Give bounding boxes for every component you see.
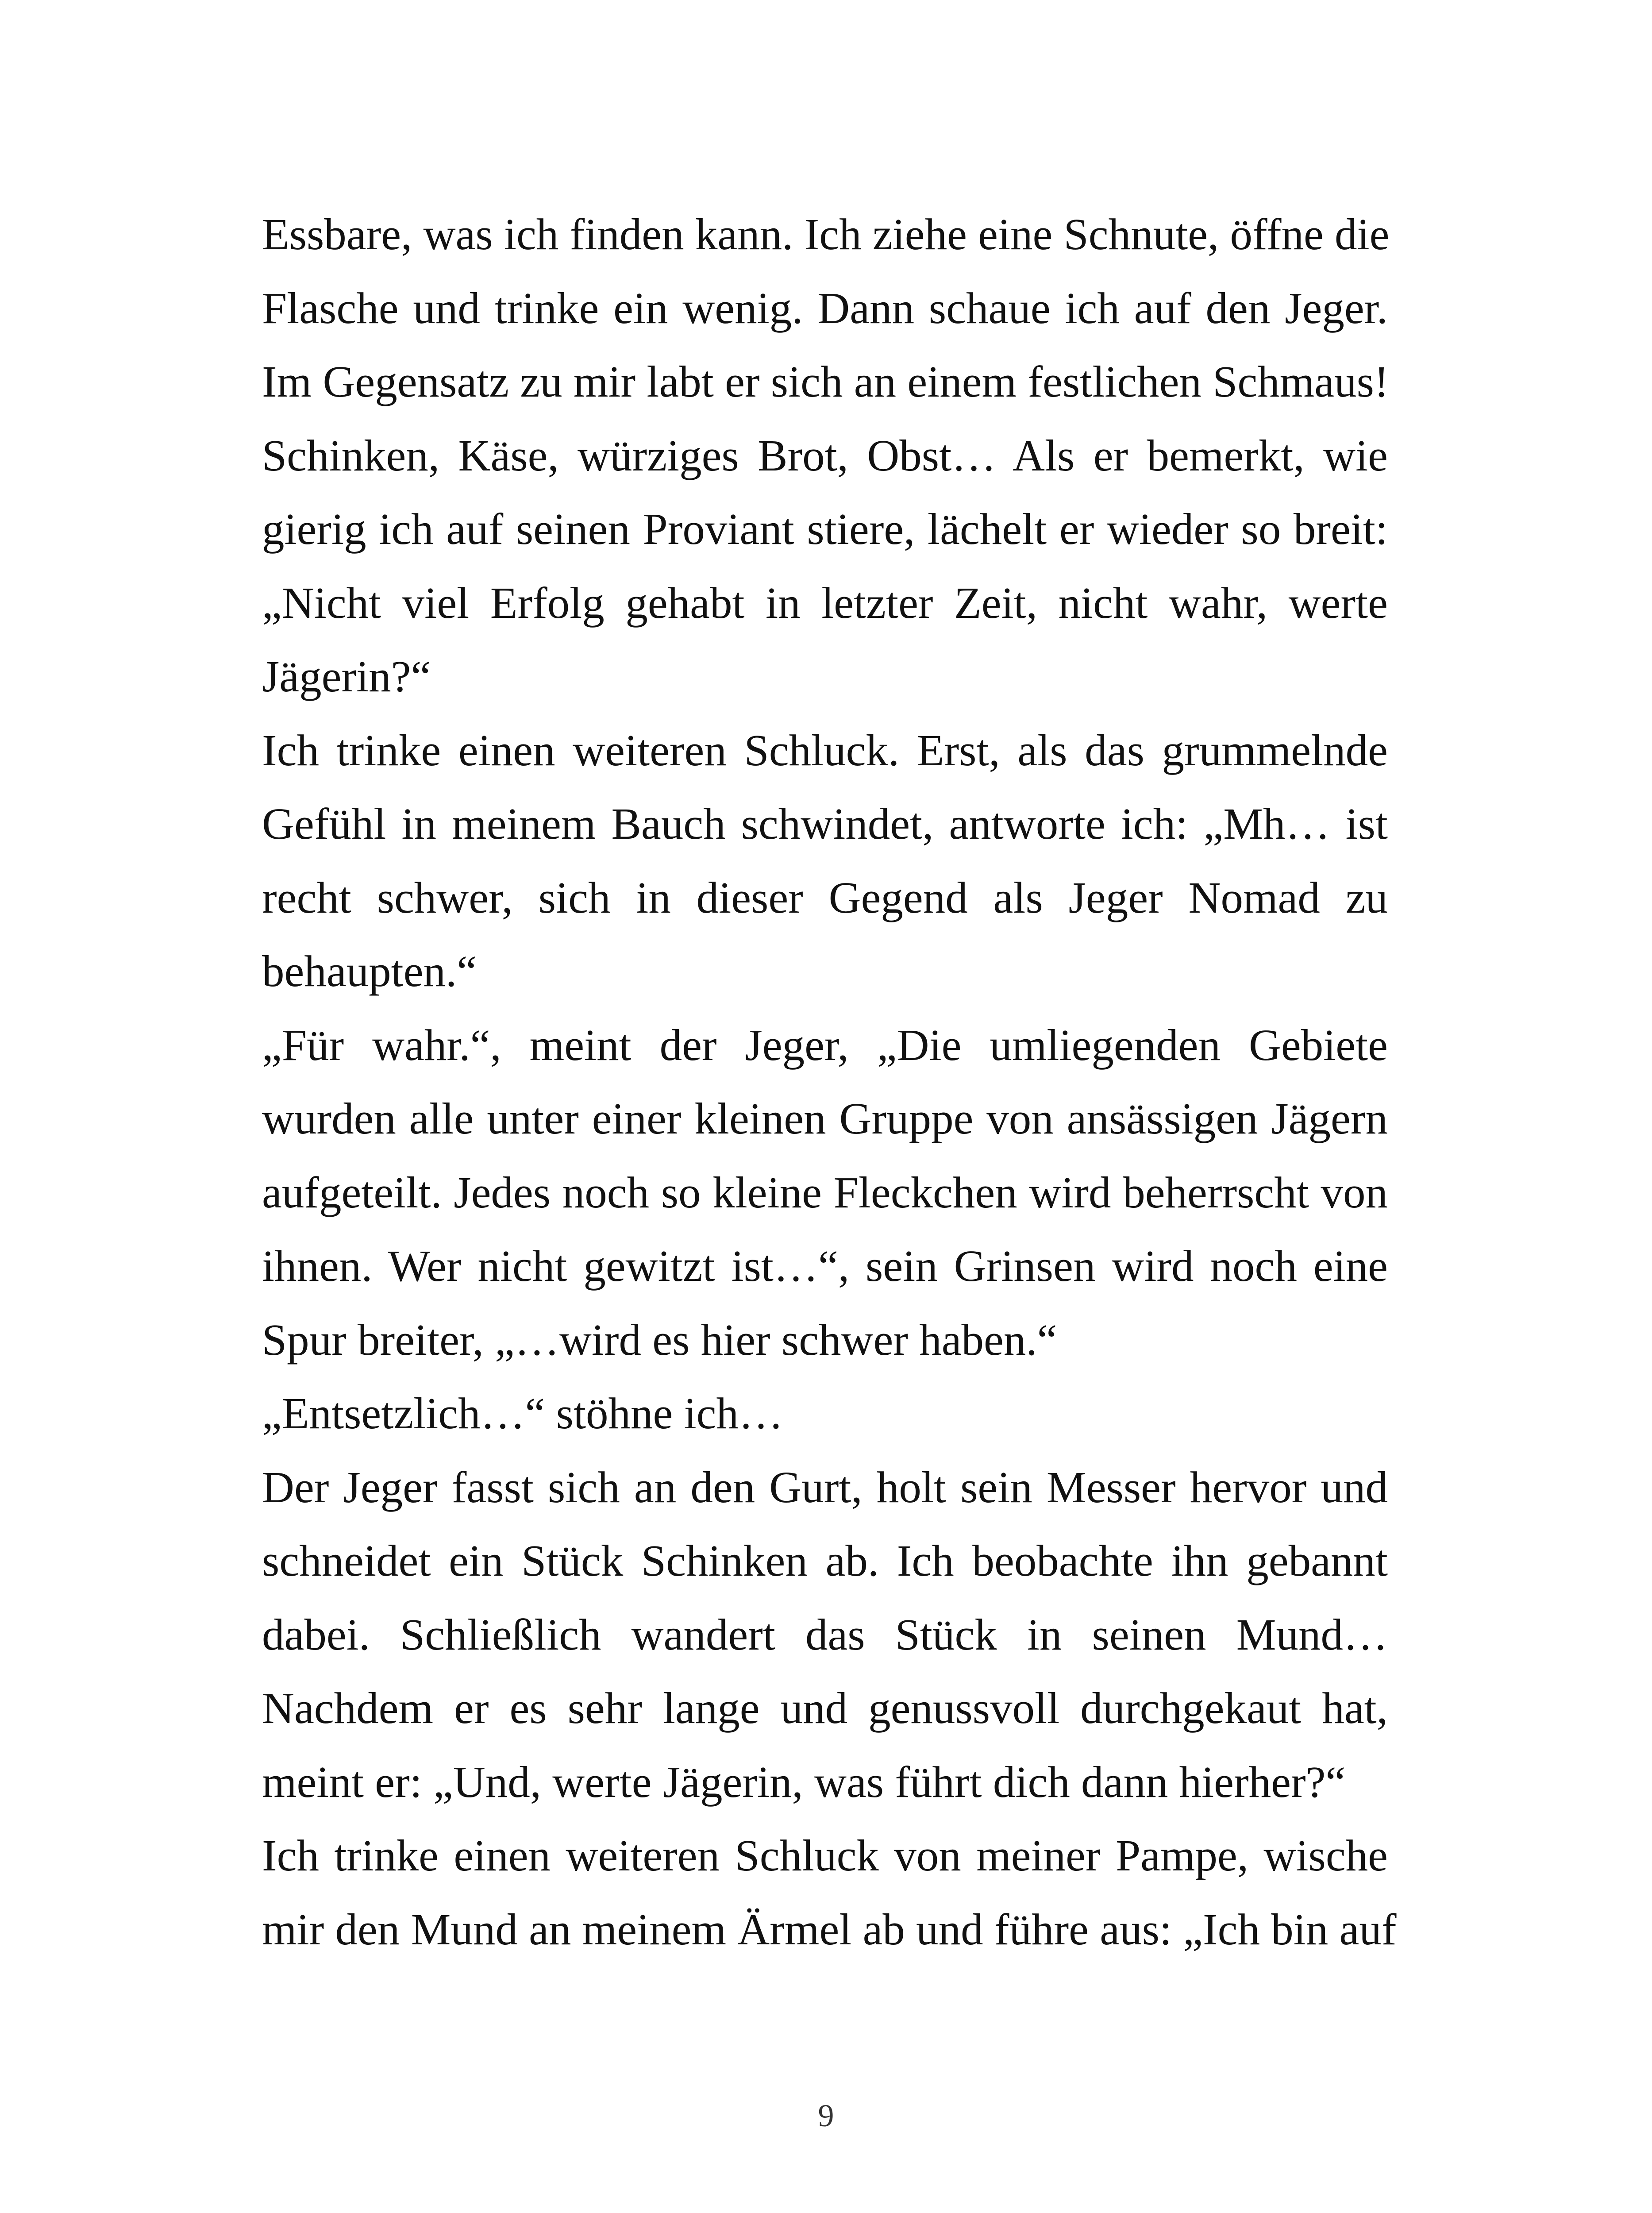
text-line: Jägerin?“ (262, 652, 431, 701)
body-text (262, 197, 1397, 1966)
text-line: Spur breiter, „…wird es hier schwer haben.“ (262, 1315, 1057, 1365)
text-line: wurden alle unter einer kleinen Gruppe von ansässigen Jägern (262, 1094, 1388, 1143)
text-line: Ich trinke einen weiteren Schluck von meiner Pampe, wische (262, 1831, 1388, 1880)
text-line: mir den Mund an meinem Ärmel ab und führe aus: „Ich bin auf (262, 1904, 1397, 1954)
text-line: gierig ich auf seinen Proviant stiere, lächelt er wieder so breit: (262, 504, 1388, 554)
text-line: Gefühl in meinem Bauch schwindet, antworte ich: „Mh… ist (262, 799, 1388, 848)
text-line: behaupten.“ (262, 946, 477, 996)
text-line: „Nicht viel Erfolg gehabt in letzter Zeit, nicht wahr, werte (262, 578, 1388, 628)
page-number: 9 (818, 2098, 834, 2133)
text-line: ihnen. Wer nicht gewitzt ist…“, sein Grinsen wird noch eine (262, 1241, 1388, 1291)
text-line: „Für wahr.“, meint der Jeger, „Die umliegenden Gebiete (262, 1020, 1388, 1070)
text-line: Essbare, was ich finden kann. Ich ziehe eine Schnute, öffne die (262, 209, 1390, 259)
text-line: Flasche und trinke ein wenig. Dann schaue ich auf den Jeger. (262, 283, 1388, 333)
text-line: aufgeteilt. Jedes noch so kleine Fleckchen wird beherrscht von (262, 1167, 1388, 1217)
text-line: „Entsetzlich…“ stöhne ich… (262, 1388, 783, 1438)
text-line: Im Gegensatz zu mir labt er sich an einem festlichen Schmaus! (262, 357, 1389, 406)
text-line: Nachdem er es sehr lange und genussvoll durchgekaut hat, (262, 1683, 1388, 1733)
text-line: schneidet ein Stück Schinken ab. Ich beobachte ihn gebannt (262, 1536, 1388, 1585)
text-line: Ich trinke einen weiteren Schluck. Erst, als das grummelnde (262, 725, 1388, 775)
text-line: recht schwer, sich in dieser Gegend als Jeger Nomad zu (262, 872, 1388, 922)
text-line: meint er: „Und, werte Jägerin, was führt dich dann hierher?“ (262, 1757, 1346, 1807)
text-line: Schinken, Käse, würziges Brot, Obst… Als er bemerkt, wie (262, 430, 1388, 480)
text-line: dabei. Schließlich wandert das Stück in seinen Mund… (262, 1609, 1388, 1659)
text-line: Der Jeger fasst sich an den Gurt, holt sein Messer hervor und (262, 1462, 1388, 1512)
